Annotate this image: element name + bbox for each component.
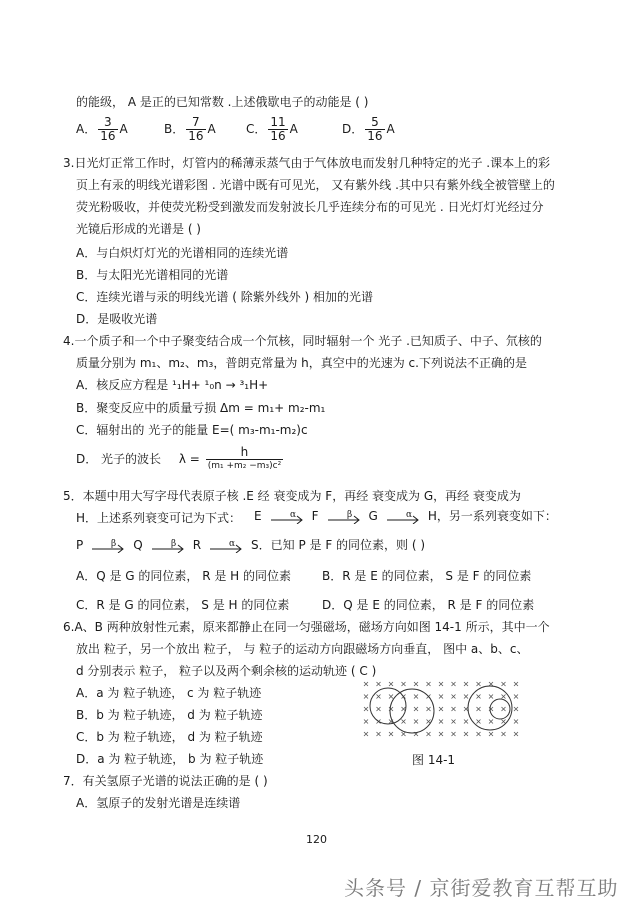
q2-option-letter: A． <box>76 122 97 136</box>
decay-arrow <box>91 539 125 553</box>
q4-option-d-prefix: D． 光子的波长 <box>76 452 162 466</box>
q2-option-unit: A <box>289 122 298 136</box>
q2-option-unit: A <box>119 122 128 136</box>
decay-node: F <box>311 509 319 523</box>
q4-option-c: C．辐射出的 光子的能量 E=( m₃-m₁-m₂)c <box>76 423 308 437</box>
watermark: 头条号 / 京街爱教育互帮互助 <box>344 876 619 900</box>
q5-option-c: C．R 是 G 的同位素， S 是 H 的同位素 <box>76 598 290 612</box>
decay-arrow <box>386 510 420 524</box>
q2-option-fraction: $\frac{3}{16}$ <box>100 115 116 143</box>
q5-option-b: B．R 是 E 的同位素， S 是 F 的同位素 <box>322 569 532 583</box>
q4-option-d <box>76 446 285 473</box>
q3-option-c: C．连续光谱与汞的明线光谱 ( 除紫外线外 ) 相加的光谱 <box>76 290 374 304</box>
svg-text:α: α <box>229 538 236 549</box>
svg-text:β: β <box>346 509 352 520</box>
q2-option-letter: C． <box>246 122 267 136</box>
q3-line-4: 光镜后形成的光谱是 ( ) <box>76 222 201 236</box>
svg-text:β: β <box>111 538 117 549</box>
q5-line-1: 5．本题中用大写字母代表原子核 .E 经 衰变成为 F，再经 衰变成为 G，再经 衰变成为 <box>63 489 521 503</box>
q2-option-d <box>342 116 395 143</box>
q2-option-fraction: $\frac{11}{16}$ <box>270 115 286 143</box>
svg-text:α: α <box>405 509 412 520</box>
decay-node: Q <box>133 538 143 552</box>
q4-line-2: 质量分别为 m₁、m₂、m₃，普朗克常量为 h，真空中的光速为 c.下列说法不正确的是 <box>76 356 527 370</box>
q2-option-fraction: $\frac{5}{16}$ <box>367 115 383 143</box>
q6-option-a: A．a 为 粒子轨迹， c 为 粒子轨迹 <box>76 686 262 700</box>
q5-decay-chain-1 <box>254 508 557 524</box>
q5-decay-chain-2 <box>76 537 425 553</box>
q4-frac-den: (m₁ +m₂ −m₃)c² <box>207 461 282 471</box>
q3-option-b: B．与太阳光光谱相同的光谱 <box>76 268 229 282</box>
decay-arrow <box>151 539 185 553</box>
svg-text:β: β <box>170 538 176 549</box>
q4-option-b: B．聚变反应中的质量亏损 Δm = m₁+ m₂-m₁ <box>76 401 326 415</box>
q4-wavelength-fraction <box>206 446 284 473</box>
svg-text:α: α <box>289 509 296 520</box>
q4-line-1: 4.一个质子和一个中子聚变结合成一个氘核，同时辐射一个 光子 .已知质子、中子、氘核的 <box>63 334 542 348</box>
q2-option-letter: B． <box>164 122 185 136</box>
decay-arrow <box>209 539 243 553</box>
q2-option-b <box>164 116 216 143</box>
q2-option-letter: D． <box>342 122 364 136</box>
page-number: 120 <box>306 833 327 846</box>
decay-arrow <box>270 510 304 524</box>
q5-line-2: H．上述系列衰变可记为下式： <box>76 511 242 525</box>
q4-frac-num: h <box>206 446 284 460</box>
q6-option-b: B．b 为 粒子轨迹， d 为 粒子轨迹 <box>76 708 263 722</box>
q3-line-2: 页上有汞的明线光谱彩图 . 光谱中既有可见光， 又有紫外线 .其中只有紫外线全被管壁上的 <box>76 178 555 192</box>
figure-caption: 图 14-1 <box>412 753 456 767</box>
q7-line: 7．有关氢原子光谱的说法正确的是 ( ) <box>63 774 268 788</box>
q3-line-3: 荧光粉吸收，并使荧光粉受到激发而发射波长几乎连续分布的可见光 . 日光灯灯光经过分 <box>76 200 544 214</box>
q2-option-fraction: $\frac{7}{16}$ <box>188 115 204 143</box>
q5-option-d: D．Q 是 E 的同位素， R 是 F 的同位素 <box>322 598 535 612</box>
decay-node: S．已知 P 是 F 的同位素，则 ( ) <box>251 538 426 552</box>
decay-node: P <box>76 538 84 552</box>
q6-line-3: d 分别表示 粒子， 粒子以及两个剩余核的运动轨迹 ( C ) <box>76 664 377 678</box>
decay-arrow <box>327 510 361 524</box>
q6-line-2: 放出 粒子，另一个放出 粒子， 与 粒子的运动方向跟磁场方向垂直， 图中 a、b、c、 <box>76 642 529 656</box>
decay-node: H，另一系列衰变如下： <box>427 509 557 523</box>
q2-option-unit: A <box>386 122 395 136</box>
q4-option-a: A．核反应方程是 ¹₁H+ ¹₀n → ³₁H+ <box>76 378 269 392</box>
q2-option-unit: A <box>207 122 216 136</box>
q3-line-1: 3.日光灯正常工作时，灯管内的稀薄汞蒸气由于气体放电而发射几种特定的光子 .课本上的彩 <box>63 156 551 170</box>
q6-line-1: 6.A、B 两种放射性元素，原来都静止在同一匀强磁场，磁场方向如图 14-1 所示，其中一个 <box>63 620 550 634</box>
q6-option-d: D．a 为 粒子轨迹， b 为 粒子轨迹 <box>76 752 264 766</box>
q3-option-d: D．是吸收光谱 <box>76 312 158 326</box>
q6-option-c: C．b 为 粒子轨迹， d 为 粒子轨迹 <box>76 730 263 744</box>
q3-option-a: A．与白炽灯灯光的光谱相同的连续光谱 <box>76 246 289 260</box>
magnetic-field-figure <box>360 678 528 740</box>
q2-option-c <box>246 116 298 143</box>
q4-lambda: λ = <box>178 452 200 466</box>
q5-option-a: A．Q 是 G 的同位素， R 是 H 的同位素 <box>76 569 292 583</box>
q2-option-a <box>76 116 128 143</box>
q7-option-a: A．氢原子的发射光谱是连续谱 <box>76 796 241 810</box>
q2-tail: 的能级， A 是正的已知常数 .上述俄歇电子的动能是 ( ) <box>76 95 369 109</box>
decay-node: E <box>254 509 262 523</box>
decay-node: G <box>368 509 378 523</box>
decay-node: R <box>192 538 202 552</box>
